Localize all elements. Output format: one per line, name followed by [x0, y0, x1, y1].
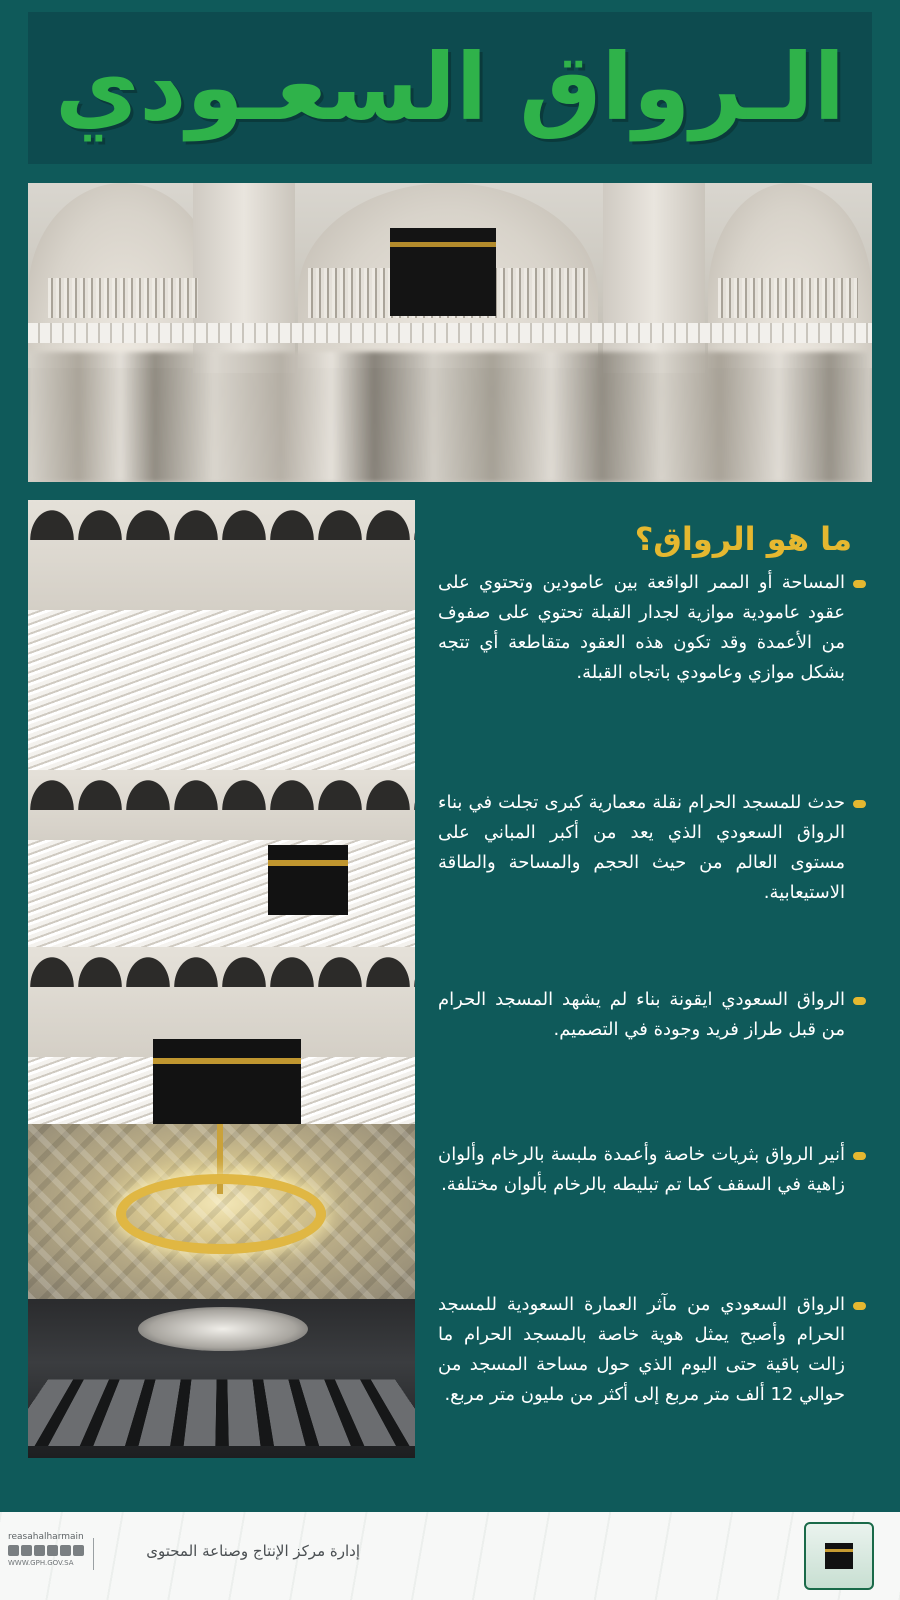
- twitter-icon[interactable]: [21, 1545, 32, 1556]
- title-banner: [28, 12, 872, 164]
- kaaba-emblem-icon: [825, 1543, 853, 1569]
- hero-pilgrims-motion-blur: [28, 352, 872, 482]
- photo-collage: [28, 500, 415, 1458]
- photo-kaaba-tawaf: [28, 770, 415, 947]
- bullet-item: [432, 788, 870, 908]
- instagram-icon[interactable]: [60, 1545, 71, 1556]
- section-heading: ما هو الرواق؟: [634, 520, 852, 558]
- hero-photo-kaaba-colonnade: [28, 183, 872, 482]
- bullet-item: [432, 1140, 870, 1200]
- photo-chandelier-ceiling: [28, 1124, 415, 1299]
- photo-night-aerial: [28, 1299, 415, 1458]
- photo-mataf-court: [138, 1307, 308, 1351]
- hero-railing: [28, 323, 872, 343]
- footer-department: إدارة مركز الإنتاج وصناعة المحتوى: [146, 1542, 360, 1560]
- hero-crowd: [718, 278, 858, 318]
- photo-arches: [28, 500, 415, 610]
- facebook-icon[interactable]: [34, 1545, 45, 1556]
- bullet-dot-icon: [853, 1302, 866, 1310]
- photo-crowd: [28, 610, 415, 770]
- chandelier-ring: [116, 1174, 326, 1254]
- bullet-text: المساحة أو الممر الواقعة بين عامودين وتحتوي على عقود عامودية موازية لجدار القبلة تحتوي على صفوف من الأعمدة وقد تكون هذه العقود متقاطعة أي تتجه بشكل موازي وعامودي باتجاه القبلة.: [438, 572, 845, 683]
- social-icons: [8, 1545, 90, 1556]
- photo-roof-lights: [28, 1380, 415, 1446]
- bullet-dot-icon: [853, 800, 866, 808]
- photo-crowd: [28, 840, 415, 947]
- presidency-logo: [804, 1522, 874, 1590]
- bullet-dot-icon: [853, 997, 866, 1005]
- bullet-dot-icon: [853, 1152, 866, 1160]
- bullet-text: حدث للمسجد الحرام نقلة معمارية كبرى تجلت في بناء الرواق السعودي الذي يعد من أكبر المباني على مستوى العالم من حيث الحجم والمساحة والطاقة الاستيعابية.: [438, 792, 845, 903]
- hero-kaaba: [390, 228, 496, 316]
- hero-crowd: [48, 278, 198, 318]
- bullet-item: [432, 985, 870, 1045]
- bullet-text: أنير الرواق بثريات خاصة وأعمدة ملبسة بالرخام وألوان زاهية في السقف كما تم تبليطه بالرخام بألوان مختلفة.: [438, 1144, 845, 1195]
- photo-kaaba-closeup: [28, 947, 415, 1124]
- hero-pillar: [193, 183, 295, 373]
- footer-social: [8, 1532, 90, 1567]
- page-title: الـرواق السعـودي: [54, 34, 846, 141]
- footer: [0, 1512, 900, 1600]
- bullet-item: [432, 1290, 870, 1410]
- bullet-text: الرواق السعودي من مآثر العمارة السعودية للمسجد الحرام وأصبح يمثل هوية خاصة بالمسجد الحرام ما زالت باقية حتى اليوم الذي حول مساحة المسجد من حوالي 12 ألف متر مربع إلى أكثر من مليون متر مربع.: [438, 1294, 845, 1405]
- photo-arches: [28, 770, 415, 840]
- bullet-dot-icon: [853, 580, 866, 588]
- tiktok-icon[interactable]: [73, 1545, 84, 1556]
- youtube-icon[interactable]: [47, 1545, 58, 1556]
- bullet-text: الرواق السعودي ايقونة بناء لم يشهد المسجد الحرام من قبل طراز فريد وجودة في التصميم.: [438, 989, 845, 1040]
- text-column: [432, 510, 870, 1460]
- snapchat-icon[interactable]: [8, 1545, 19, 1556]
- photo-arches-crowd: [28, 500, 415, 770]
- photo-kaaba: [268, 845, 348, 915]
- footer-divider: [93, 1538, 94, 1570]
- photo-kaaba: [153, 1039, 301, 1124]
- hero-pillar: [603, 183, 705, 373]
- social-handle[interactable]: reasahalharmain: [8, 1532, 84, 1542]
- bullet-item: [432, 568, 870, 688]
- website-link[interactable]: WWW.GPH.GOV.SA: [8, 1559, 74, 1567]
